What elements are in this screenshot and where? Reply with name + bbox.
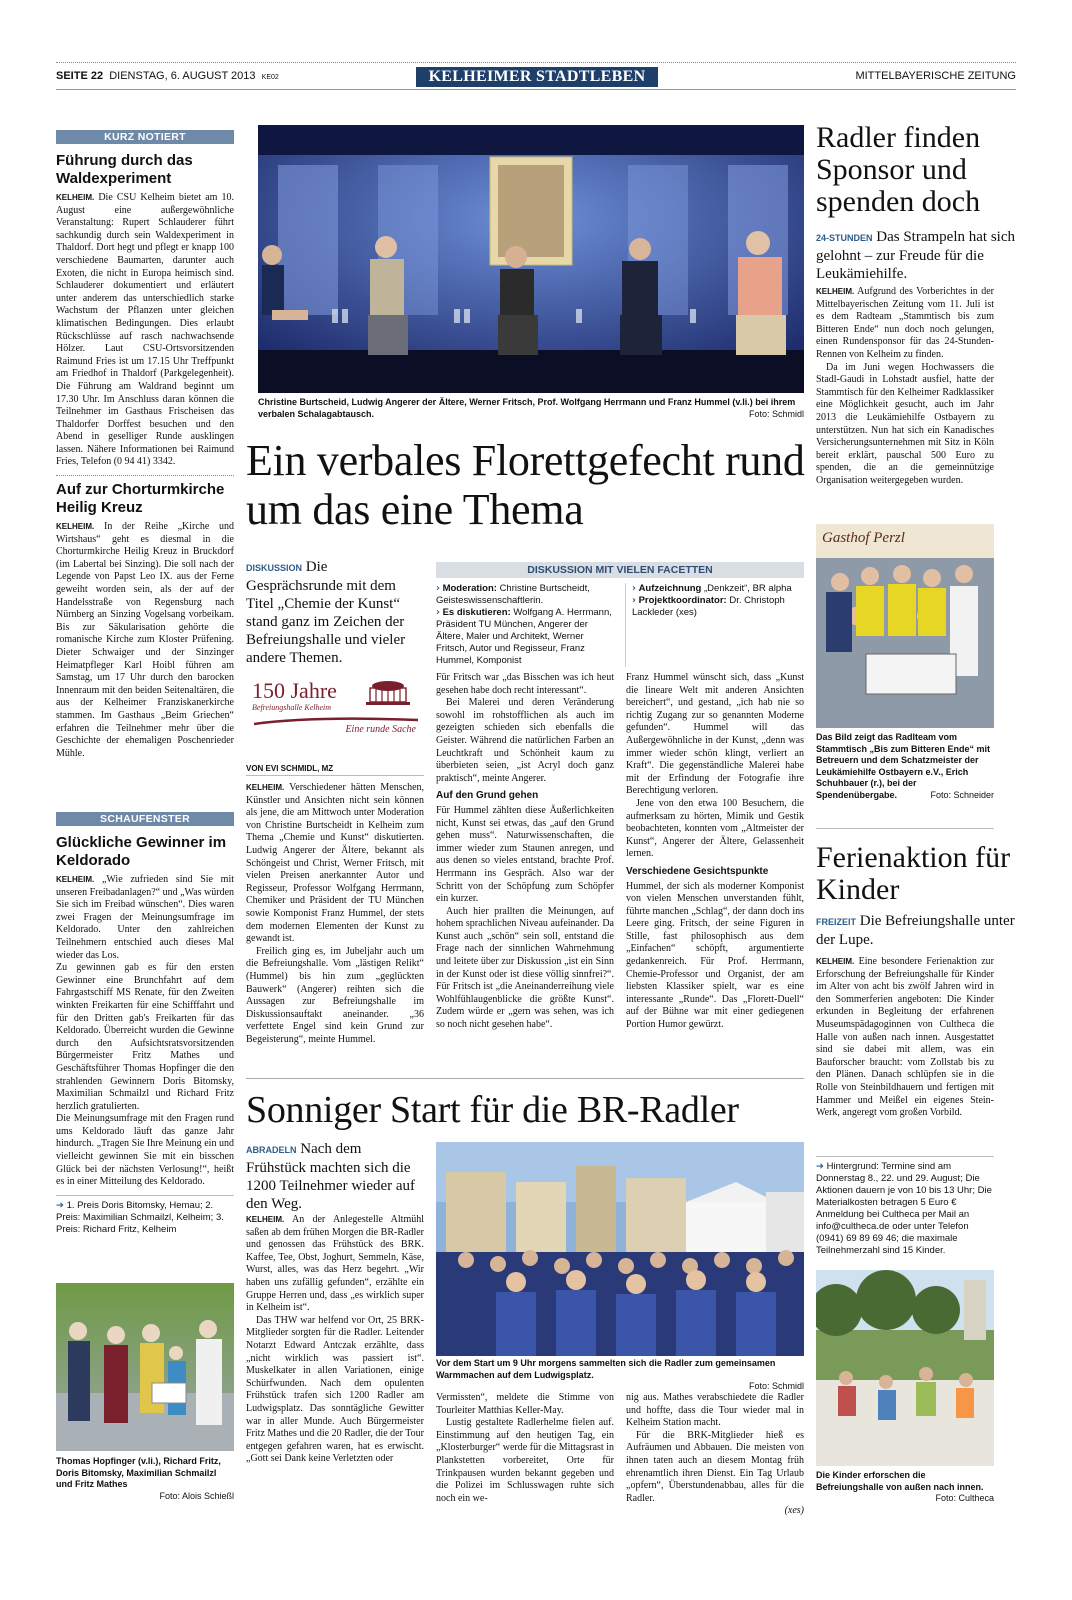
main-lede bbox=[246, 558, 424, 667]
article-title-waldexperiment: Führung durch das Waldexperiment bbox=[56, 152, 193, 187]
schaufenster-column bbox=[56, 812, 234, 1236]
author-signature: (xes) bbox=[784, 1505, 804, 1517]
paragraph: Aufgrund des Vorberichtes in der Mittelbayerischen Zeitung vom 11. Juli ist es dem Radteam „Stammtisch bis zum Bitteren Ende“ nun doch noch gelungen, einen Rundensponsor für das 24-Stunden-Rennen von Kelheim zu finden. bbox=[816, 286, 995, 360]
paragraph: Auch hier prallten die Meinungen, auf hohem sprachlichen Niveau aufeinander. Da Kunst auch „schön“ sein soll, entstand die Frage nach der sinnlichen Wahrnehmung und leitete über zur Diskussion „ist ein Sinn in der Kunst oder ist diese völlig sinnfrei?“. Für Fritsch ist „die Aneinanderreihung viele Wohlfühlaugenblicke die größte Kunst“. Zudem würde er „gern was sehen, was ich so noch nicht gesehen habe“. bbox=[436, 905, 614, 1031]
facts-label: Projektkoordinator: bbox=[638, 595, 727, 606]
keldorado-photo-image bbox=[56, 1283, 234, 1451]
note-text: Hintergrund: Termine sind am Donnerstag 8., 22. und 29. August; Die Aktionen dauern je von 10 bis 13 Uhr; Die Materialkosten betragen 5 Euro € Anmeldung bei Cultheca per Mail an info@cultheca.de oder unter Telefon (0941) 69 89 69 46; die maximale Teilnehmerzahl sind 15 Kinder. bbox=[816, 1161, 992, 1256]
arrow-icon: ➔ bbox=[816, 1161, 824, 1172]
facts-col-right bbox=[625, 583, 804, 667]
main-article-col-1 bbox=[246, 782, 424, 1046]
arrow-icon: ➔ bbox=[56, 1199, 64, 1211]
paragraph: Freilich ging es, im Jubeljahr auch um die Befreiungshalle. Vom „lästigen Relikt“ (Hummel) bis hin zum „geglückten Bauwerk“ (Angerer) reihten sich die Aussagen zur Befreiungshalle im Diskussionsauftakt aneinander. „36 verfettete Engel sind kein Grund zur Begeisterung“, meinte Hummel. bbox=[246, 945, 424, 1045]
keldorado-caption bbox=[56, 1456, 234, 1502]
caption-text: Thomas Hopfinger (v.li.), Richard Fritz, Doris Bitomsky, Maximilian Schmailzl und Fritz Mathes bbox=[56, 1456, 221, 1489]
caption-text: Vor dem Start um 9 Uhr morgens sammelten sich die Radler zum gemeinsamen Warmmachen auf dem Ludwigsplatz. bbox=[436, 1358, 776, 1380]
paragraph: Vermissten“, meldete die Stimme von Tourleiter Matthias Keller-May. bbox=[436, 1392, 614, 1416]
facts-value: „Denkzeit“, BR alpha bbox=[704, 583, 792, 594]
ferien-kicker: FREIZEIT bbox=[816, 917, 856, 927]
paragraph: Jene von den etwa 100 Besuchern, die aufmerksam zu hörten, Mimik und Gestik beobachteten, konnten vom „Altmeister der Kunst“, Angerer der Ältere, Gelassenheit lernen. bbox=[626, 797, 804, 860]
facts-value: Christine Burtscheidt, Geisteswissenschaftlerin. bbox=[436, 583, 590, 606]
logo-slogan: Eine runde Sache bbox=[345, 724, 416, 735]
facts-col-left bbox=[436, 583, 615, 667]
facts-value: Wolfgang A. Herrmann, Präsident TU München, Angerer der Ältere, Maler und Architekt, Werner Fritsch, Autor und Regisseur, Franz Hummel, Komponist bbox=[436, 607, 612, 666]
facts-label: Aufzeichnung bbox=[638, 583, 702, 594]
br-headline: Sonniger Start für die BR-Radler bbox=[246, 1089, 739, 1131]
main-kicker: DISKUSSION bbox=[246, 563, 303, 573]
photo-credit: Foto: Schmidl bbox=[748, 1381, 804, 1391]
dateline: KELHEIM. bbox=[816, 957, 855, 966]
stage-photo-image bbox=[258, 125, 804, 393]
paragraph: Eine besondere Ferienaktion zur Erforschung der Befreiungshalle für Kinder im Alter von acht bis zwölf Jahren wird in den Sommerferien angeboten: Die Kinder erkunden in Begleitung der erfahrenen Museumspädagoginnen von Cultheca die Halle von außen nach innen. Ausgestattet sind sie dabei mit allem, was ein Bauforscher braucht: vom Zollstab bis zu den Plänen. Danach schlüpfen sie in die Rolle von Steinbildhauern und fertigen mit Hammer und Meißel ein eigenes Stein-Werk, angeregt vom großen Vorbild. bbox=[816, 956, 994, 1119]
issue-date: DIENSTAG, 6. AUGUST 2013 bbox=[109, 70, 256, 82]
paragraph: Für die BRK-Mitglieder hieß es Aufräumen und Abbauen. Die meisten von ihnen taten auch an diesem Montag früh ehrenamtlich ihren Dienst. Ein Tag Urlaub „opfern“, Überstundenabbau, alles für die Radler. bbox=[626, 1429, 804, 1504]
paragraph: Das THW war helfend vor Ort, 25 BRK-Mitglieder sorgten für die Radler. Leitender Notarzt Edward Antczak erzählte, dass „nicht wirklich was passiert ist“. Muskelkater in allen Variationen, einige Schürfwunden. Nach dem opulenten Frühstück trafen sich 1200 Radler am Ludwigsplatz. Das sonntägliche Gewitter war in aller Munde. Auch Bürgermeister Fritz Mathes und die 20 Radler, die der Tour entgegen gefahren waren, hat es erwischt. „Gott sei Dank keine Verletzten oder bbox=[246, 1314, 424, 1465]
divider bbox=[56, 1195, 234, 1196]
150-jahre-logo bbox=[252, 680, 420, 738]
caption-text: Die Kinder erforschen die Befreiungshalle von außen nach innen. bbox=[816, 1470, 984, 1492]
logo-title: 150 Jahre bbox=[252, 678, 337, 703]
ferien-note bbox=[816, 1156, 994, 1257]
dateline: KELHEIM. bbox=[56, 193, 95, 202]
main-article-col-2 bbox=[436, 672, 614, 1032]
paragraph: Zu gewinnen gab es für den ersten Gewinner eine Brunchfahrt auf dem Fahrgastschiff MS Renate, für den Zweiten winkten Freikarten für eine Schifffahrt und für den Dritten gab's Freikarten für das Keldorado. Überreicht wurden die Gewinne durch den Aufsichtsratsvorsitzenden Bürgermeister Fritz Mathes und Geschäftsführer Thomas Hopfinger die den strahlenden Gewinnern Doris Bitomsky, Maximilian Schmailzl und Richard Fritz herzlich gratulierten. bbox=[56, 962, 234, 1112]
paragraph: Da im Juni wegen Hochwassers die Stadl-Gaudi in Lohstadt ausfiel, hatte der Stammtisch für den Kelheimer Radklassiker eine Möglichkeit gesucht, auch im Jahr 2013 die Leukämiehilfe Ostbayern zu unterstützen. Nun hat sich ein Kanadisches Versicherungsunternehmen mit Sitz in Köln bereit erklärt, pauschal 500 Euro zu spenden, die an die gemeinnützige Organisation weitergegeben wurden. bbox=[816, 361, 994, 486]
kurz-notiert-label: KURZ NOTIERT bbox=[56, 130, 234, 144]
header-rule bbox=[56, 89, 1016, 90]
ferienaktion-photo-image bbox=[816, 1270, 994, 1466]
facts-label: Es diskutieren: bbox=[442, 607, 511, 618]
facts-value: Dr. Christoph Lackleder (xes) bbox=[632, 595, 785, 618]
lede-text: Die Gesprächsrunde mit dem Titel „Chemie der Kunst“ stand ganz im Zeichen der Befreiungshalle und vieler andere Themen. bbox=[246, 559, 406, 666]
byline: VON EVI SCHMIDL, MZ bbox=[246, 764, 424, 776]
divider bbox=[56, 475, 234, 476]
ferienaktion-caption bbox=[816, 1470, 994, 1505]
dateline: KELHEIM. bbox=[56, 875, 95, 884]
page-header-left bbox=[56, 70, 279, 82]
lede-text: Das Strampeln hat sich gelohnt – zur Freude für die Leukämiehilfe. bbox=[816, 229, 1015, 282]
facts-label: Moderation: bbox=[442, 583, 497, 594]
article-body-keldorado bbox=[56, 874, 234, 1189]
paragraph: Für Hummel zählten diese Äußerlichkeiten nicht, Kunst sei etwas, das „auf den Grund gehen muss“. Naturwissenschaften, die immer wieder zum Staunen anregen, und aus denen so vieles entstand, brachte Prof. Herrmann ins Gespräch. Also war der Schritt von der Schöpfung zum Schöpfer ein kurzer. bbox=[436, 804, 614, 905]
facts-box-title: DISKUSSION MIT VIELEN FACETTEN bbox=[436, 562, 804, 578]
lede-text: Die Befreiungshalle unter der Lupe. bbox=[816, 913, 1015, 948]
arrow-icon: › bbox=[632, 583, 636, 594]
right-divider bbox=[816, 828, 994, 829]
edition-code: KE02 bbox=[261, 74, 279, 81]
section-divider bbox=[246, 1078, 804, 1079]
photo-credit: Foto: Schmidl bbox=[748, 408, 804, 419]
br-article-col-1 bbox=[246, 1214, 424, 1466]
paragraph: Die Meinungsumfrage mit den Fragen rund ums Keldorado läuft das ganze Jahr hindurch. „Tragen Sie Ihre Meinung ein und vielleicht gewinnen Sie mit ein bisschen Glück bei der nächsten Verlosung!“, heißt es in einer Mitteilung des Keldorado. bbox=[56, 1113, 234, 1188]
photo-credit: Foto: Schneider bbox=[930, 789, 994, 800]
section-title: KELHEIMER STADTLEBEN bbox=[416, 67, 658, 87]
facts-box-content bbox=[436, 583, 804, 667]
kurz-notiert-column bbox=[56, 130, 234, 760]
facts-box bbox=[436, 562, 804, 667]
radlteam-caption bbox=[816, 732, 994, 801]
arrow-icon: › bbox=[436, 607, 440, 618]
paragraph: Bei Malerei und deren Veränderung sowohl im rohstofflichen als auch im gezeigten schieden sich ebenfalls die Geister. Während die natürlichen Farben an Leuchtkraft und Schönheit kaum zu überbieten seien, „ist Acryl doch ganz praktisch“, meinte Angerer. bbox=[436, 697, 614, 784]
radler-kicker: 24-STUNDEN bbox=[816, 233, 873, 243]
arrow-icon: › bbox=[632, 595, 636, 606]
caption-text: Christine Burtscheid, Ludwig Angerer der Ältere, Werner Fritsch, Prof. Wolfgang Herrmann und Franz Hummel (v.li.) bei ihrem verbalen Schalagabtausch. bbox=[258, 397, 796, 419]
dateline: KELHEIM. bbox=[246, 783, 285, 792]
ferien-headline: Ferienaktion für Kinder bbox=[816, 841, 1011, 906]
br-article-col-3 bbox=[626, 1392, 804, 1518]
article-title-keldorado: Glückliche Gewinner im Keldorado bbox=[56, 834, 227, 869]
paragraph: Für Fritsch war „das Bisschen was ich heut gesehen habe doch recht interessant“. bbox=[436, 672, 614, 696]
schaufenster-label: SCHAUFENSTER bbox=[56, 812, 234, 826]
br-photo-caption bbox=[436, 1358, 804, 1393]
br-radler-photo bbox=[436, 1142, 804, 1356]
radler-article-body bbox=[816, 286, 994, 488]
article-body-waldexperiment bbox=[56, 192, 234, 469]
paragraph: „Wie zufrieden sind Sie mit unseren Freibadanlagen?“ und „Was würden Sie sich im Freibad wünschen“. Dies waren zwei Fragen der Meinungsumfrage im Keldorado. Unter den zahlreichen Teilnehmern entschied auch dieses Mal wieder das Los. bbox=[56, 874, 235, 961]
br-kicker: ABRADELN bbox=[246, 1145, 297, 1155]
note-text: 1. Preis Doris Bitomsky, Hemau; 2. Preis: Maximilian Schmailzl, Kelheim; 3. Preis: Richard Fritz, Kelheim bbox=[56, 1199, 224, 1235]
article-text: Die CSU Kelheim bietet am 10. August eine außergewöhnliche Veranstaltung: Rupert Schlauderer führt sachkundig durch sein Waldexperiment in Thaldorf. Dort hegt und pflegt er knapp 100 verschiedene Baumarten, darunter auch Exoten, die nicht in Europa heimisch sind. Schlauderer dokumentiert und erläutert unter anderem das unterschiedlich starke Wachstum der Pflanzen unter gleichen klimatischen Bedingungen. Dies erlaubt Rückschlüsse auf rasch nachwachsende Hölzer. Laut CSU-Ortsvorsitzenden Raimund Fries ist um 17.15 Uhr Treffpunkt am Friedhof in Thaldorf (Parkgelegenheit). Die Führung am Waldrand beginnt um 17.30 Uhr. Im Anschluss daran können die Teilnehmer im Gasthaus Frischeisen das Thaldorfer Dorffest besuchen und den Abend in geselliger Runde ausklingen lassen. Nähere Informationen bei Raimund Fries, Telefon (0 94 41) 3342. bbox=[56, 192, 234, 468]
photo-credit: Foto: Cultheca bbox=[935, 1493, 994, 1503]
newspaper-name: MITTELBAYERISCHE ZEITUNG bbox=[855, 70, 1016, 82]
caption-text: Das Bild zeigt das Radlteam vom Stammtisch „Bis zum Bitteren Ende“ mit Betreuern und dem Schatzmeister der Leukämiehilfe Ostbayern e.V., Erich Schuhbauer (r.), bei der Spendenübergabe. bbox=[816, 732, 991, 800]
radler-headline: Radler finden Sponsor und spenden doch bbox=[816, 121, 981, 218]
ferien-article-body bbox=[816, 956, 994, 1120]
photo-credit: Foto: Alois Schießl bbox=[159, 1490, 234, 1501]
dateline: KELHEIM. bbox=[56, 522, 95, 532]
article-title-chorturmkirche: Auf zur Chorturmkirche Heilig Kreuz bbox=[56, 481, 225, 517]
subheading: Auf den Grund gehen bbox=[436, 790, 539, 802]
keldorado-photo bbox=[56, 1283, 234, 1451]
paragraph: An der Anlegestelle Altmühl saßen ab dem frühen Morgen die BR-Radler und genossen das Frühstück des BRK. Kaffee, Tee, Obst, Joghurt, Semmeln, Käse, Wurst, alles, was das Herz begehrt. „Wir haben uns zufällig gefunden“, erzählte ein Gruppe Herren und, dass „es wirklich super in Kelheim ist“. bbox=[246, 1214, 425, 1314]
br-photo-image bbox=[436, 1142, 804, 1356]
gasthof-sign: Gasthof Perzl bbox=[822, 530, 905, 546]
article-text: In der Reihe „Kirche und Wirtshaus“ geht es diesmal in die Chorturmkirche Heilig Kreuz in Bruckdorf (im Labertal bei Sinzing). Die soll nach der Legende von Papst Leo IX. aus der Ferne geweiht worden sein, als der auf der Handelsstraße von Regensburg nach Nürnberg an Sinzing Vogelsang vorbeikam. Bis zur Säkularisation gehörte die romanische Kirche zum Kloster Prüfening. Dieter Schwaiger und der Sinzinger Heimatpfleger Karl Hoibl führen am Samstag, um 17 Uhr durch den barocken Innenraum mit den beiden Seitenaltären, die aus der Kelheimer Franziskanerkirche stammen. Im Gasthaus „Beim Griechen“ erfahren die Teilnehmer mehr über die Geschichte der ehemaligen Poschenrieder Mühle. bbox=[56, 521, 235, 759]
arrow-icon: › bbox=[436, 583, 440, 594]
header-top-rule bbox=[56, 62, 1016, 63]
winners-note bbox=[56, 1200, 234, 1236]
main-article-col-3 bbox=[626, 672, 804, 1032]
article-body-chorturmkirche bbox=[56, 521, 234, 760]
paragraph: Lustig gestaltete Radlerhelme fielen auf. Einstimmung auf den heutigen Tag, ein „Klosterburger“ werde für die Mittagsrast in Plankstetten vorbereitet, Orte für Trinkpausen wurden bekannt gegeben und die Polizei im Schlusswagen ruhte sich noch ein we- bbox=[436, 1417, 614, 1504]
br-lede bbox=[246, 1140, 424, 1213]
paragraph: Hummel, der sich als moderner Komponist von vielen Menschen unverstanden fühlt, führte manchen „Schlag“, der dann doch ins Leere ging. Fritsch, der seine Figuren in Stille, fast philosophisch aus dem „Einfachen“ schöpft, argumentierte gedankenreich. Für Prof. Herrmann, Chemie-Professor und Organist, der am liebsten Klassiker spielt, war es eine interessante „Runde“. Das „Florett-Duell“ auf der Bühne war mit einer gediegenen Portion Humor gewürzt. bbox=[626, 880, 804, 1031]
ferienaktion-photo bbox=[816, 1270, 994, 1466]
paragraph: Franz Hummel wünscht sich, dass „Kunst die lineare Welt mit anderen Ansichten bereichert“, und gestand, „ich hab nie so richtig Zugang zur so genannten Moderne gefunden“. Hummel will das Außergewöhnliche in der Kunst, „denn was immer wieder schön klingt, verliert an Kraft“. Die gegenständliche Malerei habe mit der Erfindung der Fotografie ihre Berechtigung verloren. bbox=[626, 672, 804, 797]
lede-text: Nach dem Frühstück machten sich die 1200 Teilnehmer wieder auf den Weg. bbox=[246, 1141, 416, 1212]
br-article-col-2 bbox=[436, 1392, 614, 1505]
radlteam-photo bbox=[816, 524, 994, 728]
dateline: KELHEIM. bbox=[246, 1215, 285, 1224]
stage-photo-caption bbox=[258, 397, 804, 420]
radlteam-photo-image bbox=[816, 524, 994, 728]
main-headline: Ein verbales Florettgefecht rund um das eine Thema bbox=[246, 436, 805, 534]
logo-subtitle: Befreiungshalle Kelheim bbox=[252, 703, 332, 712]
discussion-stage-photo bbox=[258, 125, 804, 393]
dateline: KELHEIM. bbox=[816, 287, 855, 296]
page-number: SEITE 22 bbox=[56, 70, 104, 82]
paragraph: nig aus. Mathes verabschiedete die Radler und hoffte, dass die Tour wieder mal in Kelheim Station macht. bbox=[626, 1392, 804, 1429]
radler-lede bbox=[816, 228, 1016, 283]
paragraph: Verschiedener hätten Menschen, Künstler und Ansichten nicht sein können als jene, die am Mittwoch unter Moderation von Christine Burtscheidt in Kelheim zum Thema „Chemie und Kunst“ diskutierten. Ludwig Angerer der Ältere, bekannt als Schöngeist und Christ, Werner Fritsch, mit vielen Preisen anerkannter Autor und Regisseur, Professor Wolfgang Herrmann, Chemiker und Präsident der TU München sowie Komponist Franz Hummel, der stets dem modernen Elementen der Kunst zu gewandt ist. bbox=[246, 782, 425, 945]
ferien-lede bbox=[816, 912, 1016, 949]
subheading: Verschiedene Gesichtspunkte bbox=[626, 865, 769, 877]
befreiungshalle-icon bbox=[362, 680, 414, 706]
